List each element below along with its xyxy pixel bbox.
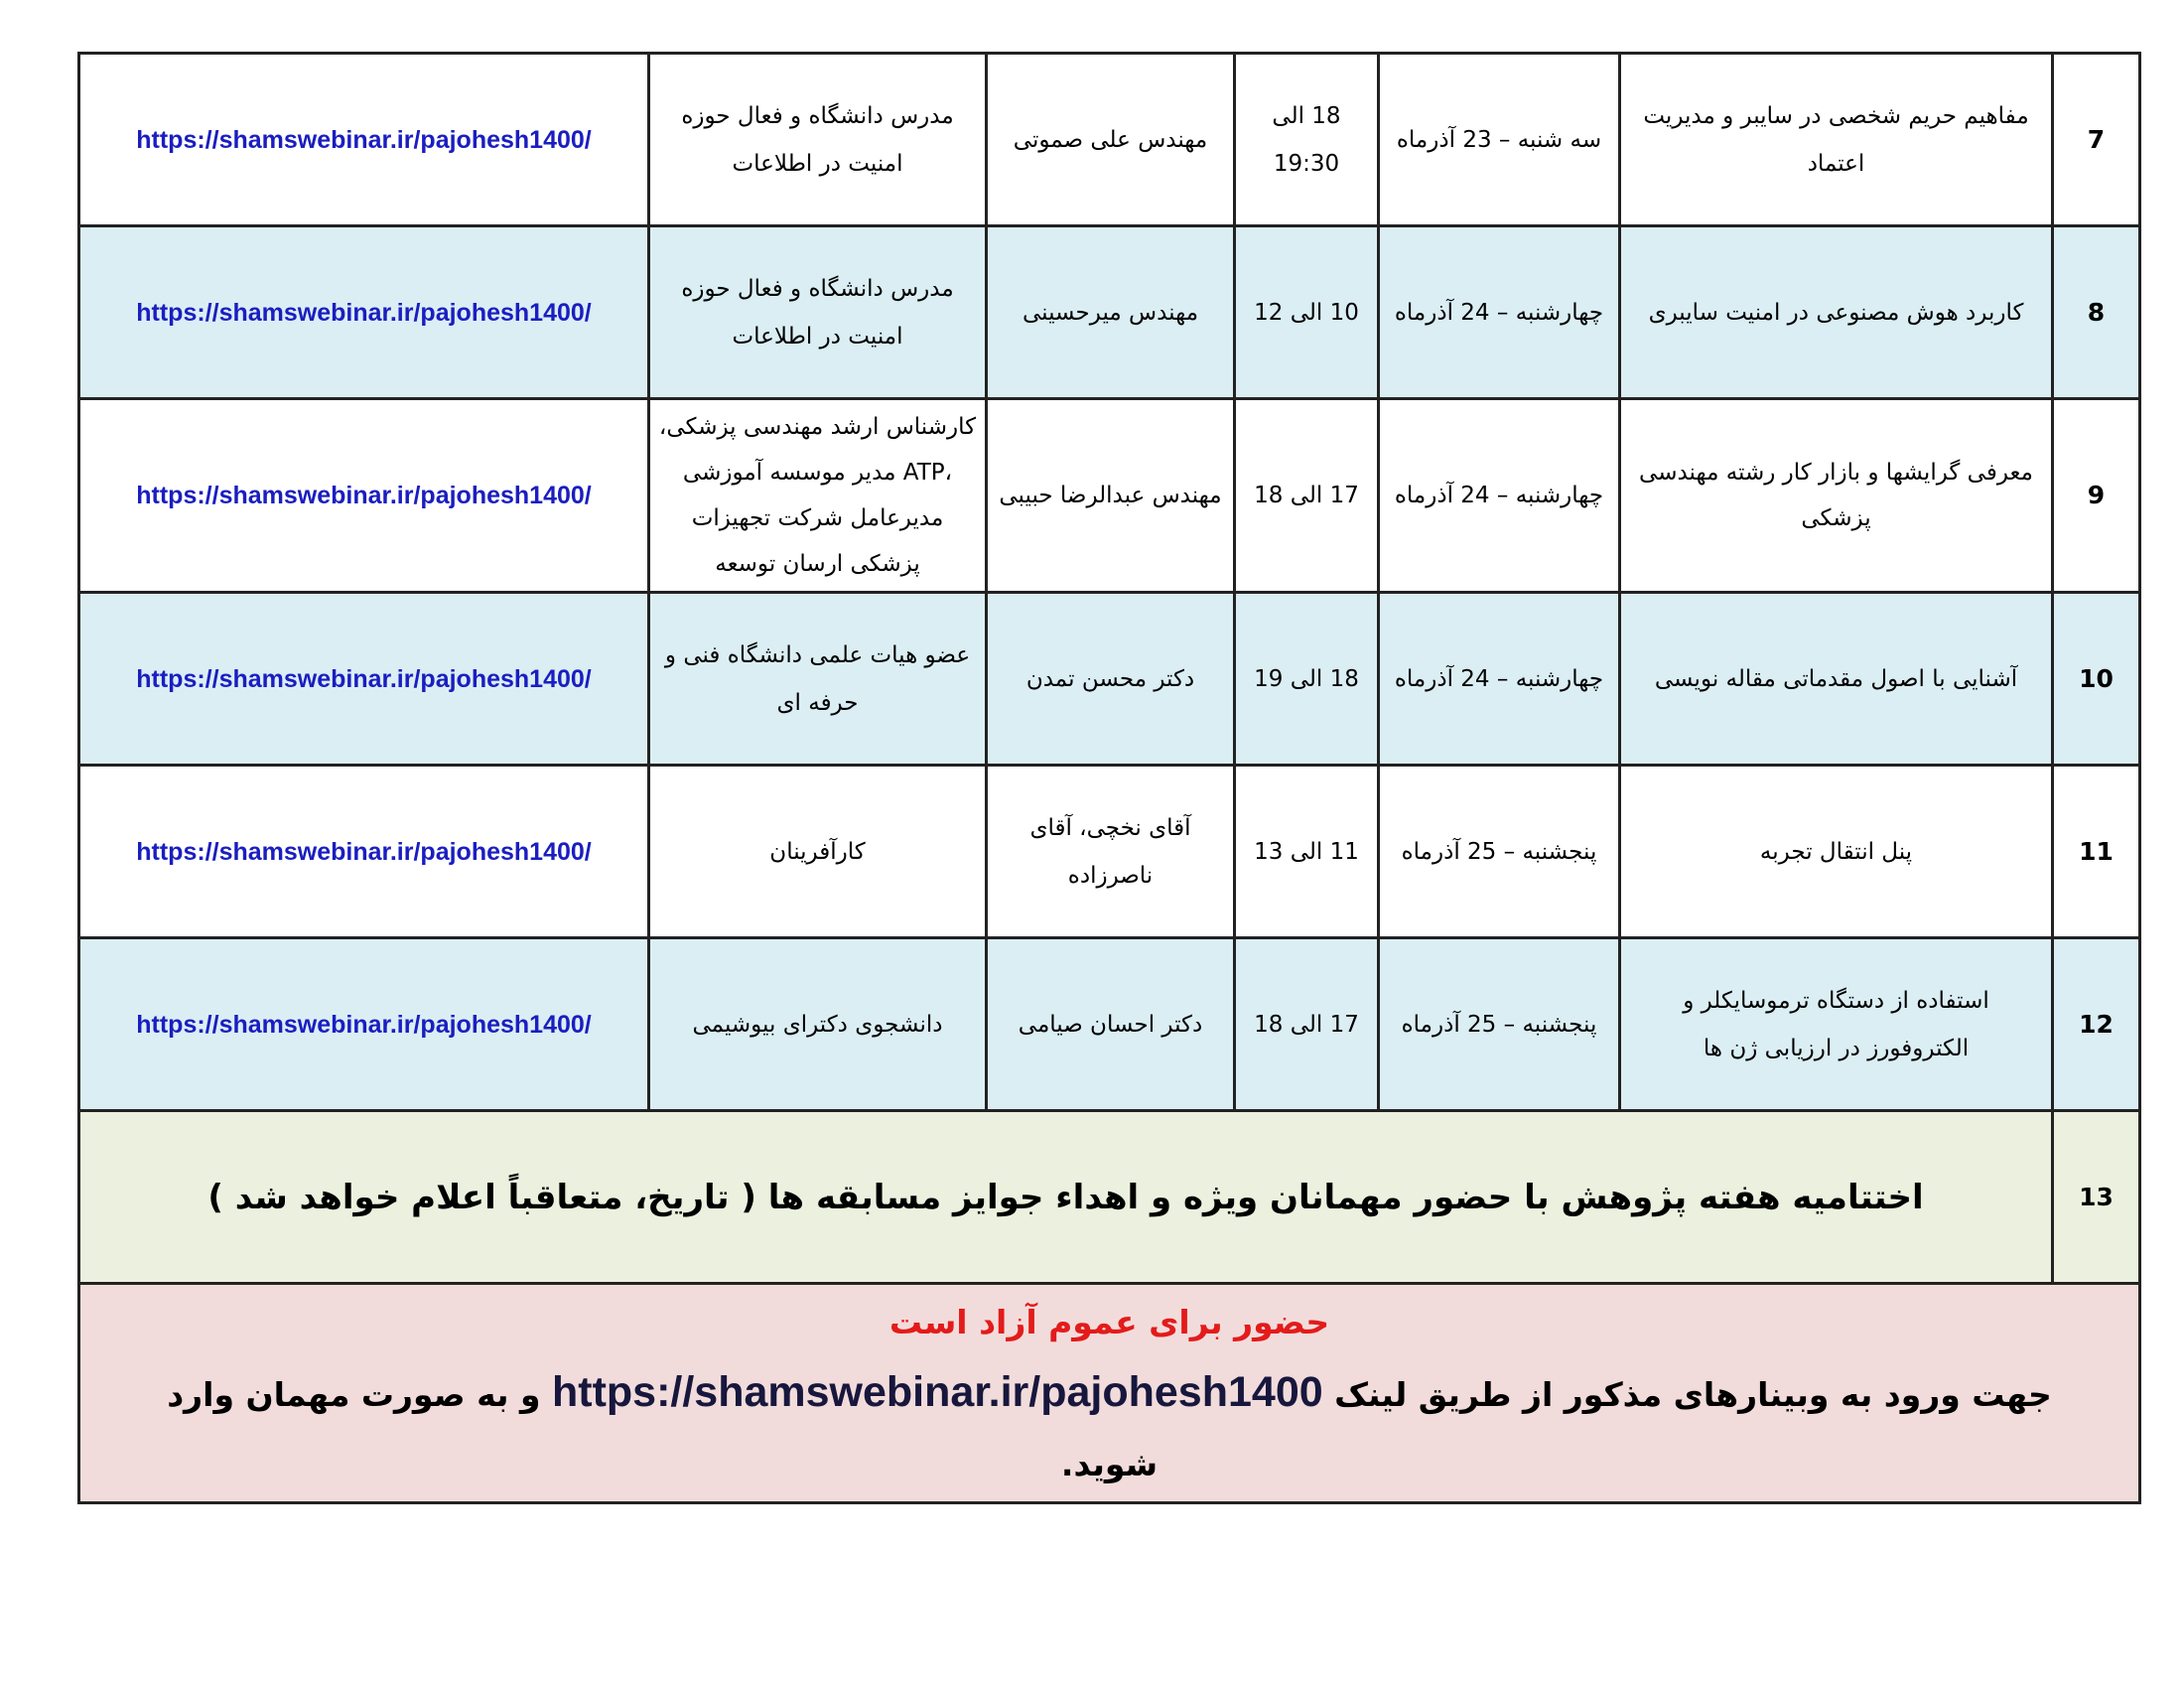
webinar-link[interactable]: https://shamswebinar.ir/pajohesh1400/ [79, 226, 649, 399]
session-time: 17 الی 18 [1235, 938, 1379, 1111]
row-number: 13 [2053, 1111, 2140, 1284]
table-row [79, 593, 2140, 766]
session-time: 17 الی 18 [1235, 399, 1379, 593]
row-number: 8 [2053, 226, 2140, 399]
session-date: چهارشنبه – 24 آذرماه [1379, 593, 1620, 766]
session-date: پنجشنبه – 25 آذرماه [1379, 938, 1620, 1111]
webinar-link[interactable]: https://shamswebinar.ir/pajohesh1400/ [79, 399, 649, 593]
row-number: 10 [2053, 593, 2140, 766]
session-title: معرفی گرایشها و بازار کار رشته مهندسی پزشکی [1620, 399, 2053, 593]
speaker-role: مدرس دانشگاه و فعال حوزه امنیت در اطلاعات [649, 54, 987, 226]
session-date: سه شنبه – 23 آذرماه [1379, 54, 1620, 226]
session-title: پنل انتقال تجربه [1620, 766, 2053, 938]
session-time: 18 الی 19:30 [1235, 54, 1379, 226]
row-number: 9 [2053, 399, 2140, 593]
speaker-name: دکتر احسان صیامی [987, 938, 1235, 1111]
webinar-link[interactable]: https://shamswebinar.ir/pajohesh1400/ [79, 54, 649, 226]
schedule-table [77, 52, 2141, 1504]
speaker-role: کارآفرینان [649, 766, 987, 938]
public-access-notice: حضور برای عموم آزاد است [888, 1302, 1330, 1341]
entry-text-before: جهت ورود به وبینارهای مذکور از طریق لینک [1334, 1374, 2052, 1414]
speaker-name: دکتر محسن تمدن [987, 593, 1235, 766]
speaker-role: مدرس دانشگاه و فعال حوزه امنیت در اطلاعات [649, 226, 987, 399]
session-date: چهارشنبه – 24 آذرماه [1379, 399, 1620, 593]
closing-ceremony-text: اختتامیه هفته پژوهش با حضور مهمانان ویژه و اهداء جوایز مسابقه ها ( تاریخ، متعاقباً اعلام خواهد شد ) [79, 1111, 2053, 1284]
table-row [79, 54, 2140, 226]
speaker-role: عضو هیات علمی دانشگاه فنی و حرفه ای [649, 593, 987, 766]
speaker-role: دانشجوی دکترای بیوشیمی [649, 938, 987, 1111]
footer-box [79, 1284, 2140, 1503]
session-title: آشنایی با اصول مقدماتی مقاله نویسی [1620, 593, 2053, 766]
session-time: 11 الی 13 [1235, 766, 1379, 938]
session-title: کاربرد هوش مصنوعی در امنیت سایبری [1620, 226, 2053, 399]
entry-link[interactable]: https://shamswebinar.ir/pajohesh1400 [552, 1367, 1323, 1416]
webinar-link[interactable]: https://shamswebinar.ir/pajohesh1400/ [79, 938, 649, 1111]
row-number: 12 [2053, 938, 2140, 1111]
entry-instructions [150, 1357, 2069, 1499]
speaker-name: مهندس علی صموتی [987, 54, 1235, 226]
table-row [79, 226, 2140, 399]
speaker-name: مهندس میرحسینی [987, 226, 1235, 399]
speaker-role: کارشناس ارشد مهندسی پزشکی، مدیر موسسه آموزشی ATP، مدیرعامل شرکت تجهیزات پزشکی ارسان توسعه [649, 399, 987, 593]
session-date: چهارشنبه – 24 آذرماه [1379, 226, 1620, 399]
webinar-link[interactable]: https://shamswebinar.ir/pajohesh1400/ [79, 593, 649, 766]
table-row [79, 766, 2140, 938]
row-number: 11 [2053, 766, 2140, 938]
session-title: استفاده از دستگاه ترموسایکلر و الکتروفورز در ارزیابی ژن ها [1620, 938, 2053, 1111]
speaker-name: آقای نخچی، آقای ناصرزاده [987, 766, 1235, 938]
entry-text-after: و به صورت مهمان وارد شوید. [167, 1374, 1159, 1483]
speaker-name: مهندس عبدالرضا حبیبی [987, 399, 1235, 593]
table-row [79, 399, 2140, 593]
closing-row [79, 1111, 2140, 1284]
row-number: 7 [2053, 54, 2140, 226]
table-row [79, 938, 2140, 1111]
footer-row [79, 1284, 2140, 1503]
webinar-link[interactable]: https://shamswebinar.ir/pajohesh1400/ [79, 766, 649, 938]
session-time: 18 الی 19 [1235, 593, 1379, 766]
session-date: پنجشنبه – 25 آذرماه [1379, 766, 1620, 938]
session-title: مفاهیم حریم شخصی در سایبر و مدیریت اعتماد [1620, 54, 2053, 226]
session-time: 10 الی 12 [1235, 226, 1379, 399]
